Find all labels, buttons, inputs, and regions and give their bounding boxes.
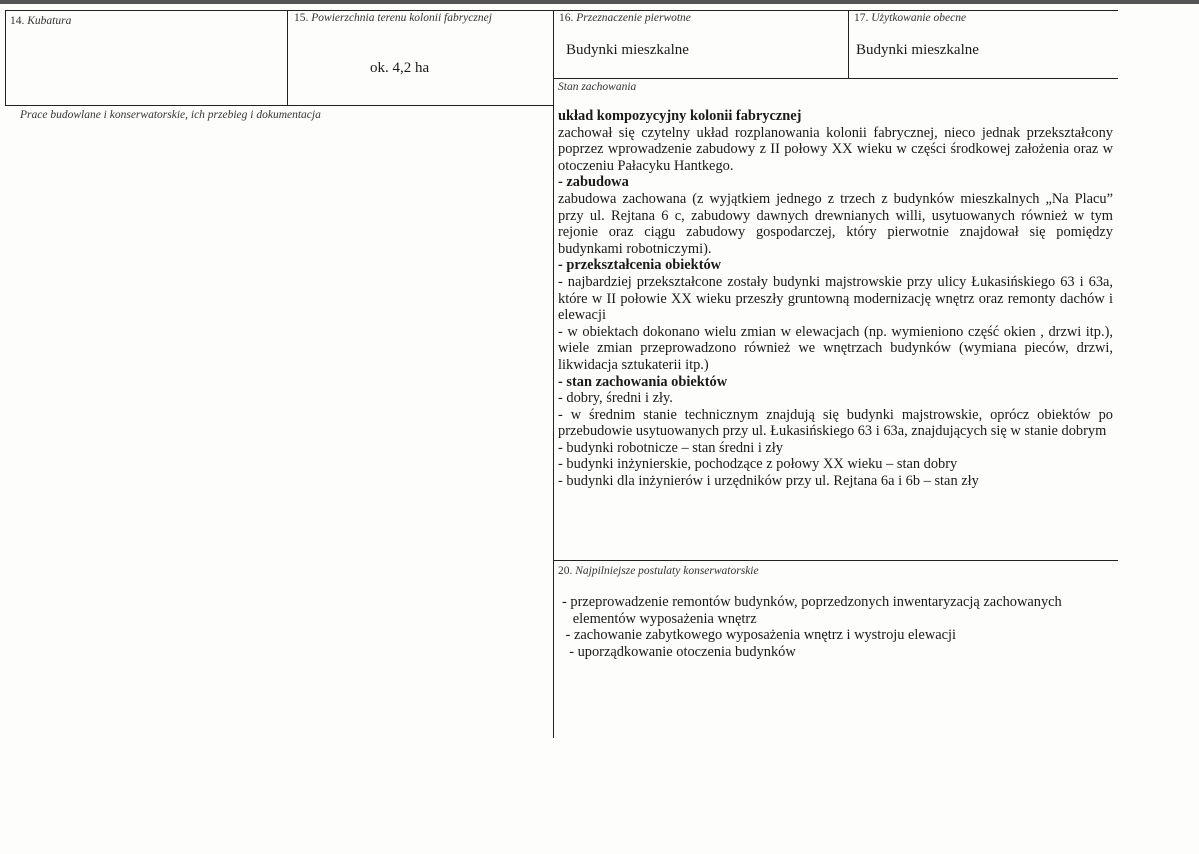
divider: [287, 10, 288, 106]
postulate-item: - uporządkowanie otoczenia budynków: [562, 643, 796, 660]
section-heading: - zabudowa: [558, 174, 629, 191]
divider: [553, 10, 554, 738]
field-15-label: 15. Powierzchnia terenu kolonii fabrycznej: [294, 12, 492, 24]
paragraph: - budynki inżynierskie, pochodzące z połowy XX wieku – stan dobry: [558, 456, 958, 473]
paragraph: zachował się czytelny układ rozplanowania kolonii fabrycznej, nieco jednak przekształcony poprzez wprowadzenie zabudowy z II połowy XX wieku w części środkowej założenia oraz w otoczeniu Pałacyku Hantkego.: [558, 124, 1113, 174]
section-heading: układ kompozycyjny kolonii fabrycznej: [558, 108, 802, 124]
section-heading: - stan zachowania obiektów: [558, 373, 728, 390]
field-20-label: 20. Najpilniejsze postulaty konserwatorskie: [558, 565, 759, 577]
field-15-value: ok. 4,2 ha: [370, 60, 430, 76]
paragraph: - w obiektach dokonano wielu zmian w elewacjach (np. wymieniono część okien , drzwi itp.), wiele zmian przeprowadzono również we wnętrzach budynków (wymiana pieców, drzwi, likwidacja sztukaterii itp.): [558, 323, 1113, 373]
state-label: Stan zachowania: [558, 81, 637, 93]
table-border-left: [5, 10, 6, 106]
divider: [5, 105, 553, 106]
postulates-list: [562, 594, 1122, 660]
postulate-item: elementów wyposażenia wnętrz: [562, 610, 757, 627]
paragraph: - w średnim stanie technicznym znajdują się budynki majstrowskie, oprócz obiektów po przebudowie usytuowanych przy ul. Łukasińskiego 63 i 63a, znajdujących się w stanie dobrym: [558, 406, 1113, 440]
paragraph: - dobry, średni i zły.: [558, 390, 673, 407]
postulate-item: - przeprowadzenie remontów budynków, poprzedzonych inwentaryzacją zachowanych: [562, 594, 1062, 610]
field-17-value: Budynki mieszkalne: [856, 42, 979, 58]
paragraph: - najbardziej przekształcone zostały budynki majstrowskie przy ulicy Łukasińskiego 63 i 63a, które w II połowie XX wieku przeszły gruntowną modernizację wnętrz oraz remonty dachów i elewacji: [558, 273, 1113, 324]
field-16-value: Budynki mieszkalne: [566, 42, 689, 58]
state-description: [558, 108, 1113, 490]
scan-edge: [0, 0, 1199, 4]
field-16-label: 16. Przeznaczenie pierwotne: [559, 12, 691, 24]
divider: [553, 560, 1118, 561]
divider: [848, 10, 849, 78]
field-17-label: 17. Użytkowanie obecne: [854, 12, 967, 24]
paragraph: - budynki dla inżynierów i urzędników przy ul. Rejtana 6a i 6b – stan zły: [558, 473, 979, 490]
works-label: Prace budowlane i konserwatorskie, ich przebieg i dokumentacja: [20, 109, 321, 121]
section-heading: - przekształcenia obiektów: [558, 257, 722, 274]
table-border-top: [5, 10, 1118, 11]
paragraph: - budynki robotnicze – stan średni i zły: [558, 439, 784, 456]
field-14-label: 14. Kubatura: [10, 15, 72, 27]
paragraph: zabudowa zachowana (z wyjątkiem jednego z trzech z budynków mieszkalnych „Na Placu” przy ul. Rejtana 6 c, zabudowy dawnych drewnianych willi, usytuowanych również w tym rejonie oraz ciągu zabudowy gospodarczej, który pierwotnie znajdował się pomiędzy budynkami robotniczymi).: [558, 190, 1113, 257]
postulate-item: - zachowanie zabytkowego wyposażenia wnętrz i wystroju elewacji: [562, 627, 956, 644]
divider: [553, 78, 1118, 79]
